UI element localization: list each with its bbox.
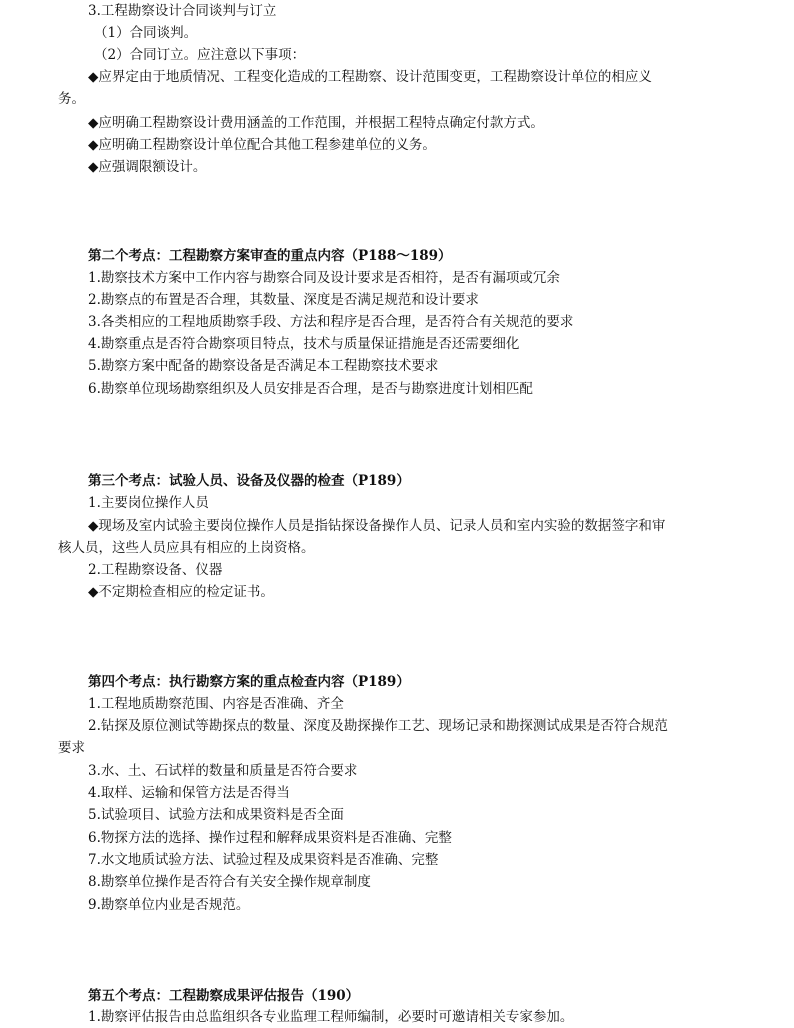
list-item: 2.钻探及原位测试等勘探点的数量、深度及勘探操作工艺、现场记录和勘探测试成果是否符合规范 [88, 718, 668, 734]
list-item: 7.水文地质试验方法、试验过程及成果资料是否准确、完整 [88, 852, 439, 868]
list-item: 1.工程地质勘察范围、内容是否准确、齐全 [88, 696, 344, 712]
section-heading: 第二个考点：工程勘察方案审查的重点内容（P188～189） [88, 248, 452, 264]
bullet-line: ◆不定期检查相应的检定证书。 [88, 584, 274, 600]
list-item: 4.勘察重点是否符合勘察项目特点，技术与质量保证措施是否还需要细化 [88, 336, 520, 352]
list-item-continued: 要求 [58, 740, 85, 756]
bullet-line: ◆现场及室内试验主要岗位操作人员是指钻探设备操作人员、记录人员和室内实验的数据签字和审 [88, 518, 666, 534]
list-item: 4.取样、运输和保管方法是否得当 [88, 785, 290, 801]
bullet-line-continued: 核人员，这些人员应具有相应的上岗资格。 [58, 540, 315, 556]
bullet-line-continued: 务。 [58, 91, 85, 107]
list-item: 6.勘察单位现场勘察组织及人员安排是否合理，是否与勘察进度计划相匹配 [88, 381, 533, 397]
bullet-line: ◆应明确工程勘察设计单位配合其他工程参建单位的义务。 [88, 137, 436, 153]
list-item: 1.勘察技术方案中工作内容与勘察合同及设计要求是否相符，是否有漏项或冗余 [88, 270, 560, 286]
list-item: 6.物探方法的选择、操作过程和解释成果资料是否准确、完整 [88, 830, 452, 846]
bullet-line: ◆应界定由于地质情况、工程变化造成的工程勘察、设计范围变更，工程勘察设计单位的相应义 [88, 69, 652, 85]
list-item: 5.试验项目、试验方法和成果资料是否全面 [88, 807, 344, 823]
section-heading: 第四个考点：执行勘察方案的重点检查内容（P189） [88, 674, 410, 690]
list-item: 1.主要岗位操作人员 [88, 495, 209, 511]
section-heading: 第三个考点：试验人员、设备及仪器的检查（P189） [88, 473, 410, 489]
text-line: 3.工程勘察设计合同谈判与订立 [88, 3, 277, 19]
bullet-line: ◆应明确工程勘察设计费用涵盖的工作范围，并根据工程特点确定付款方式。 [88, 115, 544, 131]
list-item: 3.水、土、石试样的数量和质量是否符合要求 [88, 763, 358, 779]
list-item: 1.勘察评估报告由总监组织各专业监理工程师编制，必要时可邀请相关专家参加。 [88, 1009, 574, 1025]
list-item: 2.勘察点的布置是否合理，其数量、深度是否满足规范和设计要求 [88, 292, 479, 308]
list-item: 5.勘察方案中配备的勘察设备是否满足本工程勘察技术要求 [88, 358, 439, 374]
section-heading: 第五个考点：工程勘察成果评估报告（190） [88, 988, 360, 1004]
bullet-line: ◆应强调限额设计。 [88, 159, 207, 175]
text-line: （1）合同谈判。 [94, 25, 198, 41]
list-item: 8.勘察单位操作是否符合有关安全操作规章制度 [88, 874, 371, 890]
text-line: （2）合同订立。应注意以下事项： [94, 47, 306, 63]
list-item: 2.工程勘察设备、仪器 [88, 562, 223, 578]
list-item: 9.勘察单位内业是否规范。 [88, 897, 250, 913]
list-item: 3.各类相应的工程地质勘察手段、方法和程序是否合理，是否符合有关规范的要求 [88, 314, 574, 330]
